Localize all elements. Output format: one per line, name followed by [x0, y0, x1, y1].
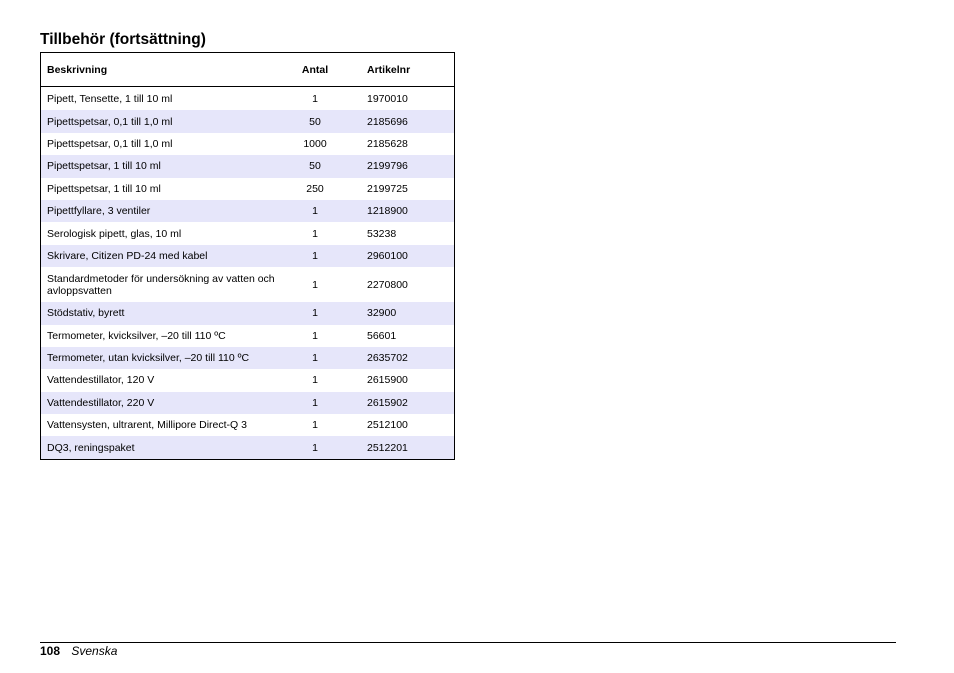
cell-quantity: 50 [309, 160, 321, 173]
cell-quantity: 1000 [303, 137, 327, 150]
cell-description: Vattendestillator, 120 V [47, 374, 155, 387]
cell-quantity: 1 [312, 374, 318, 387]
header-description: Beskrivning [47, 63, 108, 76]
cell-article-number: 2615902 [367, 396, 408, 409]
cell-quantity: 1 [312, 249, 318, 262]
table-row [41, 245, 454, 267]
cell-description: Stödstativ, byrett [47, 307, 125, 320]
cell-description: Pipettspetsar, 0,1 till 1,0 ml [47, 115, 173, 128]
cell-article-number: 2635702 [367, 352, 408, 365]
cell-description: Skrivare, Citizen PD-24 med kabel [47, 249, 208, 262]
table-row [41, 88, 454, 110]
cell-quantity: 1 [312, 93, 318, 106]
cell-quantity: 250 [306, 182, 324, 195]
table-row [41, 325, 454, 347]
cell-description: Pipett, Tensette, 1 till 10 ml [47, 93, 173, 106]
footer-language: Svenska [71, 644, 118, 658]
cell-quantity: 1 [312, 352, 318, 365]
cell-quantity: 1 [312, 441, 318, 454]
cell-quantity: 1 [312, 329, 318, 342]
table-row [41, 392, 454, 414]
cell-description: Pipettfyllare, 3 ventiler [47, 205, 151, 218]
cell-quantity: 1 [312, 205, 318, 218]
table-row [41, 302, 454, 324]
cell-article-number: 2199725 [367, 182, 408, 195]
cell-article-number: 2512100 [367, 419, 408, 432]
table-row [41, 200, 454, 222]
table-header [41, 53, 454, 87]
table-row [41, 155, 454, 177]
cell-quantity: 1 [312, 396, 318, 409]
cell-article-number: 2512201 [367, 441, 408, 454]
cell-article-number: 56601 [367, 329, 397, 342]
cell-article-number: 1970010 [367, 93, 408, 106]
cell-quantity: 1 [312, 307, 318, 320]
table-row [41, 347, 454, 369]
cell-article-number: 32900 [367, 307, 397, 320]
table-row [41, 222, 454, 244]
cell-quantity: 1 [312, 278, 318, 291]
cell-quantity: 1 [312, 419, 318, 432]
cell-description: Pipettspetsar, 1 till 10 ml [47, 160, 161, 173]
cell-article-number: 53238 [367, 227, 397, 240]
cell-description: DQ3, reningspaket [47, 441, 135, 454]
cell-article-number: 2615900 [367, 374, 408, 387]
table-row [41, 414, 454, 436]
cell-description: Pipettspetsar, 1 till 10 ml [47, 182, 161, 195]
page-title: Tillbehör (fortsättning) [40, 31, 206, 48]
cell-article-number: 1218900 [367, 205, 408, 218]
cell-description: Vattensysten, ultrarent, Millipore Direct-Q 3 [47, 419, 247, 432]
cell-description: Standardmetoder för undersökning av vatten och avloppsvatten [47, 272, 275, 297]
cell-article-number: 2199796 [367, 160, 408, 173]
header-article-number: Artikelnr [367, 63, 411, 76]
cell-article-number: 2960100 [367, 249, 408, 262]
table-row [41, 178, 454, 200]
cell-description: Termometer, utan kvicksilver, –20 till 110 ºC [47, 352, 250, 365]
cell-article-number: 2185696 [367, 115, 408, 128]
cell-description: Termometer, kvicksilver, –20 till 110 ºC [47, 329, 226, 342]
cell-quantity: 1 [312, 227, 318, 240]
table-row [41, 133, 454, 155]
table-row [41, 369, 454, 391]
table-row [41, 436, 454, 458]
cell-description: Vattendestillator, 220 V [47, 396, 155, 409]
table-row [41, 267, 454, 302]
cell-description: Serologisk pipett, glas, 10 ml [47, 227, 182, 240]
cell-article-number: 2270800 [367, 278, 408, 291]
page-number: 108 [40, 644, 61, 658]
accessories-table [40, 52, 455, 460]
table-body [41, 88, 454, 459]
table-row [41, 110, 454, 132]
footer-divider [40, 642, 896, 643]
page-footer [40, 644, 117, 658]
cell-quantity: 50 [309, 115, 321, 128]
header-quantity: Antal [301, 63, 329, 76]
cell-article-number: 2185628 [367, 137, 408, 150]
cell-description: Pipettspetsar, 0,1 till 1,0 ml [47, 137, 173, 150]
